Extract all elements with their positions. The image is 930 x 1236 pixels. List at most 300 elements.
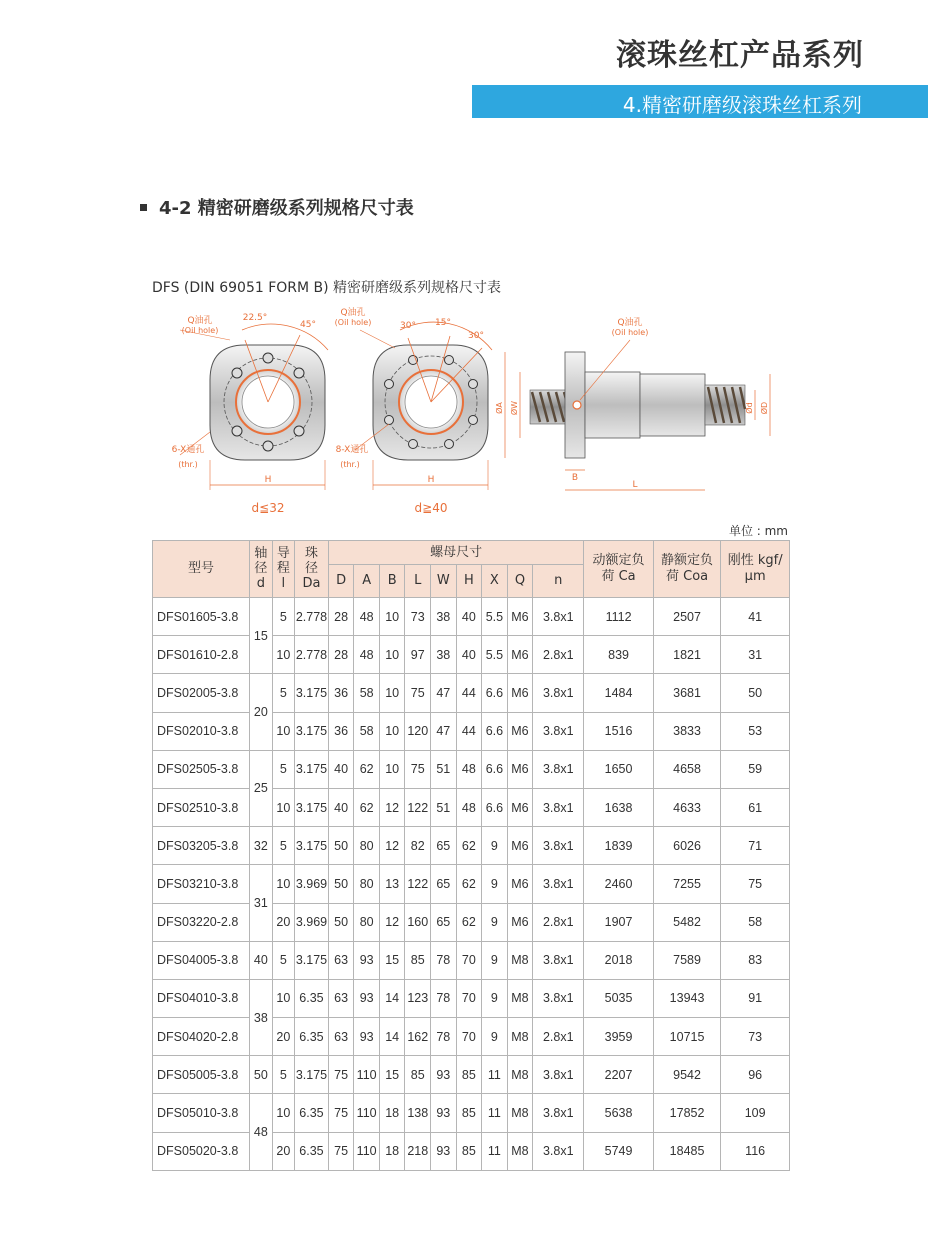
- cell-da: 3.175: [295, 788, 329, 826]
- cell-D: 28: [328, 598, 354, 636]
- cell-H: 70: [456, 1018, 482, 1056]
- table-row: [153, 1056, 790, 1094]
- table-row: [153, 674, 790, 712]
- thr-label-2: (thr.): [340, 460, 360, 469]
- cell-da: 3.175: [295, 712, 329, 750]
- cell-coa: 13943: [653, 979, 720, 1017]
- cell-L: 122: [405, 865, 431, 903]
- oil-hole-en-label-1: (Oil hole): [181, 326, 219, 335]
- hole-count-label-1: 6-X通孔: [171, 445, 205, 455]
- cell-coa: 7589: [653, 941, 720, 979]
- cell-ca: 1112: [584, 598, 654, 636]
- cell-W: 47: [431, 674, 457, 712]
- cell-H: 85: [456, 1094, 482, 1132]
- spec-table-body: [153, 598, 790, 1171]
- cell-D: 75: [328, 1056, 354, 1094]
- cell-B: 12: [379, 788, 405, 826]
- cell-da: 6.35: [295, 1094, 329, 1132]
- cell-L: 82: [405, 827, 431, 865]
- table-caption: DFS (DIN 69051 FORM B) 精密研磨级系列规格尺寸表: [152, 280, 502, 296]
- oil-hole-en-label-3: (Oil hole): [611, 328, 649, 337]
- cell-W: 78: [431, 941, 457, 979]
- thr-label-1: (thr.): [178, 460, 198, 469]
- banner-text: 4.精密研磨级滚珠丝杠系列: [622, 93, 862, 117]
- section-heading-text: 4-2 精密研磨级系列规格尺寸表: [159, 198, 414, 219]
- cell-l: 5: [272, 598, 294, 636]
- cell-da: 6.35: [295, 1132, 329, 1170]
- cell-coa: 1821: [653, 636, 720, 674]
- cell-X: 6.6: [482, 788, 508, 826]
- angle-label-15: 15°: [435, 318, 451, 328]
- header-col-W: W: [431, 565, 457, 598]
- header-dynamic-load: 动额定负荷 Ca: [584, 541, 654, 598]
- cell-l: 10: [272, 788, 294, 826]
- cell-da: 6.35: [295, 1018, 329, 1056]
- condition-label-1: d≦32: [251, 501, 285, 515]
- cell-coa: 10715: [653, 1018, 720, 1056]
- cell-model: DFS01605-3.8: [153, 598, 250, 636]
- cell-H: 62: [456, 903, 482, 941]
- dim-a-label: ØA: [495, 402, 504, 414]
- cell-L: 75: [405, 674, 431, 712]
- header-col-H: H: [456, 565, 482, 598]
- table-row: [153, 636, 790, 674]
- header-model: 型号: [153, 541, 250, 598]
- cell-shaft-diameter: 38: [250, 979, 272, 1055]
- cell-da: 2.778: [295, 636, 329, 674]
- cell-coa: 5482: [653, 903, 720, 941]
- cell-da: 3.175: [295, 1056, 329, 1094]
- cell-D: 50: [328, 827, 354, 865]
- oil-hole-en-label-2: (Oil hole): [334, 318, 372, 327]
- cell-A: 80: [354, 827, 380, 865]
- header-col-Q: Q: [507, 565, 533, 598]
- cell-ca: 1638: [584, 788, 654, 826]
- cell-A: 93: [354, 941, 380, 979]
- unit-label: 单位 : mm: [728, 524, 788, 538]
- cell-H: 44: [456, 712, 482, 750]
- cell-k: 31: [721, 636, 790, 674]
- bullet-square-icon: [140, 204, 147, 211]
- cell-W: 78: [431, 979, 457, 1017]
- cell-W: 65: [431, 903, 457, 941]
- cell-H: 62: [456, 827, 482, 865]
- cell-coa: 7255: [653, 865, 720, 903]
- cell-H: 70: [456, 979, 482, 1017]
- cell-X: 5.5: [482, 636, 508, 674]
- cell-X: 6.6: [482, 712, 508, 750]
- spec-table: [152, 540, 790, 1171]
- cell-ca: 1516: [584, 712, 654, 750]
- cell-l: 10: [272, 979, 294, 1017]
- cell-da: 3.175: [295, 827, 329, 865]
- condition-label-2: d≧40: [414, 501, 448, 515]
- cell-model: DFS02510-3.8: [153, 788, 250, 826]
- cell-X: 9: [482, 903, 508, 941]
- cell-Q: M6: [507, 598, 533, 636]
- cell-da: 6.35: [295, 979, 329, 1017]
- cell-A: 48: [354, 636, 380, 674]
- cell-X: 9: [482, 827, 508, 865]
- cell-Q: M6: [507, 903, 533, 941]
- cell-l: 10: [272, 1094, 294, 1132]
- header-col-X: X: [482, 565, 508, 598]
- cell-X: 9: [482, 979, 508, 1017]
- cell-W: 78: [431, 1018, 457, 1056]
- cell-shaft-diameter: 31: [250, 865, 272, 941]
- dim-w-label: ØW: [510, 400, 519, 416]
- cell-B: 12: [379, 827, 405, 865]
- cell-B: 10: [379, 712, 405, 750]
- cell-L: 123: [405, 979, 431, 1017]
- cell-A: 110: [354, 1056, 380, 1094]
- cell-Q: M8: [507, 1132, 533, 1170]
- cell-model: DFS05010-3.8: [153, 1094, 250, 1132]
- cell-l: 5: [272, 750, 294, 788]
- cell-ca: 1839: [584, 827, 654, 865]
- cell-model: DFS02505-3.8: [153, 750, 250, 788]
- cell-ca: 1907: [584, 903, 654, 941]
- dim-d-label: Ød: [745, 402, 754, 414]
- cell-Q: M8: [507, 1056, 533, 1094]
- table-row: [153, 903, 790, 941]
- cell-D: 63: [328, 979, 354, 1017]
- cell-L: 85: [405, 1056, 431, 1094]
- cell-W: 47: [431, 712, 457, 750]
- cell-W: 93: [431, 1094, 457, 1132]
- cell-n: 3.8x1: [533, 1094, 584, 1132]
- cell-coa: 18485: [653, 1132, 720, 1170]
- cell-da: 3.175: [295, 674, 329, 712]
- angle-label-30b: 30°: [468, 331, 484, 341]
- cell-k: 61: [721, 788, 790, 826]
- cell-X: 5.5: [482, 598, 508, 636]
- header-col-A: A: [354, 565, 380, 598]
- cell-n: 3.8x1: [533, 712, 584, 750]
- cell-A: 58: [354, 674, 380, 712]
- cell-coa: 3833: [653, 712, 720, 750]
- cell-B: 15: [379, 1056, 405, 1094]
- cell-k: 71: [721, 827, 790, 865]
- cell-D: 63: [328, 941, 354, 979]
- cell-W: 38: [431, 636, 457, 674]
- cell-X: 9: [482, 1018, 508, 1056]
- table-row: [153, 979, 790, 1017]
- oil-hole-label-3: Q油孔: [617, 318, 643, 328]
- cell-coa: 17852: [653, 1094, 720, 1132]
- cell-l: 20: [272, 903, 294, 941]
- cell-shaft-diameter: 25: [250, 750, 272, 826]
- cell-A: 110: [354, 1094, 380, 1132]
- cell-H: 48: [456, 750, 482, 788]
- cell-model: DFS03220-2.8: [153, 903, 250, 941]
- cell-D: 75: [328, 1094, 354, 1132]
- cell-k: 41: [721, 598, 790, 636]
- header-col-L: L: [405, 565, 431, 598]
- cell-B: 10: [379, 598, 405, 636]
- angle-label-22: 22.5°: [242, 313, 268, 323]
- cell-D: 63: [328, 1018, 354, 1056]
- cell-L: 218: [405, 1132, 431, 1170]
- cell-ca: 2460: [584, 865, 654, 903]
- cell-k: 91: [721, 979, 790, 1017]
- table-row: [153, 827, 790, 865]
- cell-n: 3.8x1: [533, 827, 584, 865]
- cell-L: 85: [405, 941, 431, 979]
- header-col-B: B: [379, 565, 405, 598]
- cell-n: 3.8x1: [533, 865, 584, 903]
- cell-H: 48: [456, 788, 482, 826]
- cell-W: 93: [431, 1132, 457, 1170]
- cell-D: 40: [328, 788, 354, 826]
- cell-H: 44: [456, 674, 482, 712]
- cell-X: 9: [482, 941, 508, 979]
- cell-k: 116: [721, 1132, 790, 1170]
- cell-da: 3.969: [295, 865, 329, 903]
- cell-Q: M6: [507, 674, 533, 712]
- cell-L: 122: [405, 788, 431, 826]
- cell-Q: M6: [507, 827, 533, 865]
- cell-shaft-diameter: 20: [250, 674, 272, 750]
- angle-label-30a: 30°: [400, 321, 416, 331]
- cell-B: 13: [379, 865, 405, 903]
- view-flange-6-hole: [172, 313, 328, 515]
- header-nut-dimensions: 螺母尺寸: [328, 541, 583, 565]
- cell-n: 3.8x1: [533, 598, 584, 636]
- cell-model: DFS04010-3.8: [153, 979, 250, 1017]
- cell-B: 14: [379, 1018, 405, 1056]
- cell-k: 109: [721, 1094, 790, 1132]
- cell-coa: 4633: [653, 788, 720, 826]
- cell-X: 6.6: [482, 750, 508, 788]
- cell-D: 50: [328, 903, 354, 941]
- cell-Q: M8: [507, 941, 533, 979]
- cell-shaft-diameter: 15: [250, 598, 272, 674]
- cell-l: 5: [272, 1056, 294, 1094]
- cell-L: 75: [405, 750, 431, 788]
- cell-B: 10: [379, 636, 405, 674]
- cell-model: DFS04005-3.8: [153, 941, 250, 979]
- cell-ca: 1650: [584, 750, 654, 788]
- table-row: [153, 712, 790, 750]
- cell-A: 110: [354, 1132, 380, 1170]
- cell-A: 62: [354, 788, 380, 826]
- cell-n: 3.8x1: [533, 788, 584, 826]
- cell-l: 5: [272, 941, 294, 979]
- header-static-load: 静额定负荷 Coa: [653, 541, 720, 598]
- cell-L: 162: [405, 1018, 431, 1056]
- cell-n: 3.8x1: [533, 941, 584, 979]
- cell-B: 14: [379, 979, 405, 1017]
- cell-L: 120: [405, 712, 431, 750]
- cell-k: 50: [721, 674, 790, 712]
- cell-coa: 2507: [653, 598, 720, 636]
- header-ball-diameter: 珠径Da: [295, 541, 329, 598]
- cell-D: 36: [328, 674, 354, 712]
- cell-A: 62: [354, 750, 380, 788]
- cell-l: 10: [272, 865, 294, 903]
- cell-A: 93: [354, 979, 380, 1017]
- nut-technical-drawing: [150, 300, 790, 520]
- cell-n: 2.8x1: [533, 903, 584, 941]
- cell-A: 93: [354, 1018, 380, 1056]
- cell-ca: 5749: [584, 1132, 654, 1170]
- dim-b-label: B: [571, 473, 579, 483]
- cell-B: 12: [379, 903, 405, 941]
- cell-coa: 4658: [653, 750, 720, 788]
- cell-model: DFS02005-3.8: [153, 674, 250, 712]
- cell-L: 73: [405, 598, 431, 636]
- cell-da: 2.778: [295, 598, 329, 636]
- angle-label-45: 45°: [300, 320, 316, 330]
- oil-hole-label-2: Q油孔: [340, 308, 366, 318]
- cell-Q: M6: [507, 712, 533, 750]
- cell-X: 11: [482, 1132, 508, 1170]
- cell-Q: M8: [507, 1094, 533, 1132]
- cell-k: 53: [721, 712, 790, 750]
- cell-W: 65: [431, 827, 457, 865]
- cell-n: 2.8x1: [533, 1018, 584, 1056]
- cell-D: 28: [328, 636, 354, 674]
- cell-coa: 6026: [653, 827, 720, 865]
- section-heading: [140, 194, 414, 220]
- cell-Q: M6: [507, 636, 533, 674]
- cell-n: 3.8x1: [533, 674, 584, 712]
- cell-X: 9: [482, 865, 508, 903]
- cell-l: 10: [272, 712, 294, 750]
- cell-W: 65: [431, 865, 457, 903]
- cell-L: 97: [405, 636, 431, 674]
- cell-D: 36: [328, 712, 354, 750]
- table-row: [153, 598, 790, 636]
- cell-W: 51: [431, 788, 457, 826]
- cell-ca: 2018: [584, 941, 654, 979]
- cell-n: 3.8x1: [533, 1056, 584, 1094]
- cell-k: 75: [721, 865, 790, 903]
- cell-A: 80: [354, 865, 380, 903]
- cell-coa: 9542: [653, 1056, 720, 1094]
- cell-model: DFS04020-2.8: [153, 1018, 250, 1056]
- cell-B: 18: [379, 1094, 405, 1132]
- cell-B: 10: [379, 750, 405, 788]
- cell-coa: 3681: [653, 674, 720, 712]
- cell-L: 138: [405, 1094, 431, 1132]
- table-row: [153, 1094, 790, 1132]
- cell-model: DFS05005-3.8: [153, 1056, 250, 1094]
- cell-model: DFS03210-3.8: [153, 865, 250, 903]
- table-row: [153, 1018, 790, 1056]
- cell-k: 59: [721, 750, 790, 788]
- cell-A: 80: [354, 903, 380, 941]
- cell-Q: M6: [507, 788, 533, 826]
- cell-Q: M6: [507, 865, 533, 903]
- cell-model: DFS05020-3.8: [153, 1132, 250, 1170]
- cell-shaft-diameter: 40: [250, 941, 272, 979]
- cell-ca: 2207: [584, 1056, 654, 1094]
- cell-L: 160: [405, 903, 431, 941]
- cell-Q: M8: [507, 979, 533, 1017]
- header-shaft-diameter: 轴径d: [250, 541, 272, 598]
- cell-H: 62: [456, 865, 482, 903]
- cell-B: 15: [379, 941, 405, 979]
- cell-B: 10: [379, 674, 405, 712]
- cell-l: 20: [272, 1018, 294, 1056]
- header-rigidity: 刚性 kgf/μm: [721, 541, 790, 598]
- page-title: 滚珠丝杠产品系列: [616, 38, 864, 73]
- cell-l: 5: [272, 674, 294, 712]
- cell-k: 58: [721, 903, 790, 941]
- cell-D: 40: [328, 750, 354, 788]
- cell-da: 3.969: [295, 903, 329, 941]
- header-col-n: n: [533, 565, 584, 598]
- table-row: [153, 941, 790, 979]
- table-row: [153, 750, 790, 788]
- table-row: [153, 1132, 790, 1170]
- cell-k: 83: [721, 941, 790, 979]
- series-banner: [472, 85, 928, 118]
- dim-h-label-1: H: [264, 475, 272, 485]
- cell-n: 2.8x1: [533, 636, 584, 674]
- cell-W: 93: [431, 1056, 457, 1094]
- cell-Q: M8: [507, 1018, 533, 1056]
- cell-H: 40: [456, 598, 482, 636]
- cell-A: 48: [354, 598, 380, 636]
- cell-ca: 1484: [584, 674, 654, 712]
- cell-H: 85: [456, 1132, 482, 1170]
- cell-X: 11: [482, 1094, 508, 1132]
- cell-da: 3.175: [295, 941, 329, 979]
- cell-k: 96: [721, 1056, 790, 1094]
- cell-n: 3.8x1: [533, 1132, 584, 1170]
- cell-model: DFS01610-2.8: [153, 636, 250, 674]
- view-flange-8-hole: [335, 306, 492, 515]
- cell-ca: 839: [584, 636, 654, 674]
- cell-model: DFS02010-3.8: [153, 712, 250, 750]
- cell-Q: M6: [507, 750, 533, 788]
- cell-l: 5: [272, 827, 294, 865]
- cell-shaft-diameter: 50: [250, 1056, 272, 1094]
- cell-shaft-diameter: 32: [250, 827, 272, 865]
- cell-shaft-diameter: 48: [250, 1094, 272, 1170]
- cell-X: 11: [482, 1056, 508, 1094]
- cell-l: 10: [272, 636, 294, 674]
- cell-H: 85: [456, 1056, 482, 1094]
- cell-D: 50: [328, 865, 354, 903]
- table-row: [153, 788, 790, 826]
- header-lead: 导程l: [272, 541, 294, 598]
- cell-H: 70: [456, 941, 482, 979]
- cell-H: 40: [456, 636, 482, 674]
- header-col-D: D: [328, 565, 354, 598]
- dim-dd-label: ØD: [760, 401, 769, 415]
- cell-da: 3.175: [295, 750, 329, 788]
- cell-model: DFS03205-3.8: [153, 827, 250, 865]
- cell-n: 3.8x1: [533, 750, 584, 788]
- cell-ca: 5638: [584, 1094, 654, 1132]
- hole-count-label-2: 8-X通孔: [335, 445, 369, 455]
- cell-n: 3.8x1: [533, 979, 584, 1017]
- dim-l-label: L: [632, 480, 638, 490]
- cell-ca: 5035: [584, 979, 654, 1017]
- cell-A: 58: [354, 712, 380, 750]
- dim-h-label-2: H: [427, 475, 435, 485]
- table-row: [153, 865, 790, 903]
- cell-ca: 3959: [584, 1018, 654, 1056]
- cell-D: 75: [328, 1132, 354, 1170]
- oil-hole-label-1: Q油孔: [187, 316, 213, 326]
- cell-l: 20: [272, 1132, 294, 1170]
- cell-X: 6.6: [482, 674, 508, 712]
